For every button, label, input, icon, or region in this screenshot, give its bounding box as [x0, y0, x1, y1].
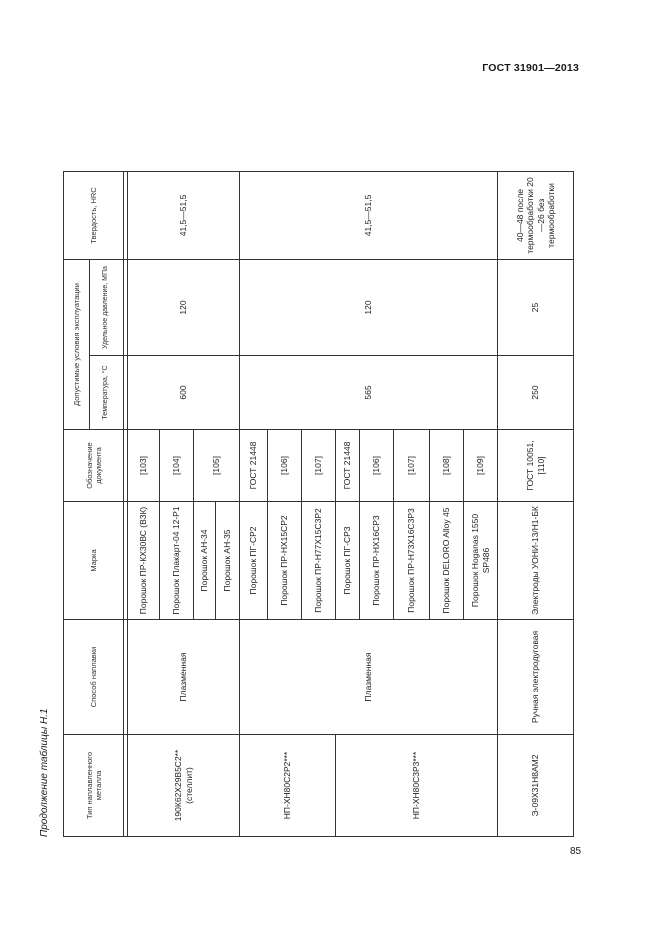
hardness-cell: 41,5—51,5	[240, 171, 498, 259]
doc-cell: ГОСТ 21448	[336, 430, 360, 502]
hardness-cell: 41,5—51,5	[128, 171, 240, 259]
brand-cell: Порошок ПР-НХ16СР3	[360, 502, 394, 620]
table-row	[498, 96, 574, 836]
metal-type-cell: 190К62Х29В5С2** (стеллит)	[128, 735, 240, 837]
table-caption: Продолжение таблицы Н.1	[39, 708, 50, 837]
pressure-cell: 120	[240, 259, 498, 355]
brand-cell: Порошок АН-34	[194, 502, 216, 620]
doc-cell: ГОСТ 10051, [110]	[498, 430, 574, 502]
header-doc: Обозначение документа	[64, 430, 124, 502]
metal-type-cell: Э-09Х31Н8АМ2	[498, 735, 574, 837]
doc-cell: [106]	[268, 430, 302, 502]
doc-cell: [103]	[128, 430, 160, 502]
rotated-table-frame	[39, 97, 583, 837]
temperature-cell: 600	[128, 356, 240, 430]
brand-cell: Порошок АН-35	[216, 502, 240, 620]
pressure-cell: 25	[498, 259, 574, 355]
header-conditions: Допустимые условия эксплуатации	[64, 259, 90, 429]
header-brand: Марка	[64, 502, 124, 620]
doc-cell: [106]	[360, 430, 394, 502]
brand-cell: Порошок DELORO Alloy 45	[430, 502, 464, 620]
header-pressure: Удельное давление, МПа	[90, 259, 124, 355]
table-row	[128, 96, 160, 836]
brand-cell: Порошок ПР-Н77Х15С3Р2	[302, 502, 336, 620]
brand-cell: Порошок Hoganas 1550 SP486	[464, 502, 498, 620]
method-cell: Плазменная	[240, 620, 498, 735]
doc-cell: [105]	[194, 430, 240, 502]
method-cell: Плазменная	[128, 620, 240, 735]
header-hardness: Твердость, HRC	[64, 171, 124, 259]
doc-cell: [109]	[464, 430, 498, 502]
temperature-cell: 565	[240, 356, 498, 430]
doc-cell: [107]	[394, 430, 430, 502]
hardness-cell: 40—48 после термообработки 20—26 без термообработки	[498, 171, 574, 259]
metal-type-cell: НП-ХН80С2Р2***	[240, 735, 336, 837]
doc-cell: ГОСТ 21448	[240, 430, 268, 502]
brand-cell: Порошок ПГ-СР3	[336, 502, 360, 620]
temperature-cell: 250	[498, 356, 574, 430]
brand-cell: Порошок ПР-КХ30ВС (В3К)	[128, 502, 160, 620]
header-temperature: Температура, °С	[90, 356, 124, 430]
method-cell: Ручная электродуговая	[498, 620, 574, 735]
doc-cell: [107]	[302, 430, 336, 502]
metal-type-cell: НП-ХН80С3Р3***	[336, 735, 498, 837]
brand-cell: Порошок Плакарт-04 12-Р1	[160, 502, 194, 620]
brand-cell: Электроды УОНИ-13/Н1-БК	[498, 502, 574, 620]
brand-cell: Порошок ПГ-СР2	[240, 502, 268, 620]
brand-cell: Порошок ПР-Н73Х16С3Р3	[394, 502, 430, 620]
standard-code: ГОСТ 31901—2013	[482, 62, 579, 74]
header-metal-type: Тип наплавленного металла	[64, 735, 124, 837]
header-method: Способ наплавки	[64, 620, 124, 735]
page-number: 85	[570, 846, 582, 857]
brand-cell: Порошок ПР-НХ15СР2	[268, 502, 302, 620]
table-row	[240, 96, 268, 836]
doc-cell: [104]	[160, 430, 194, 502]
header-row	[64, 96, 90, 836]
materials-table	[63, 96, 574, 837]
pressure-cell: 120	[128, 259, 240, 355]
doc-cell: [108]	[430, 430, 464, 502]
